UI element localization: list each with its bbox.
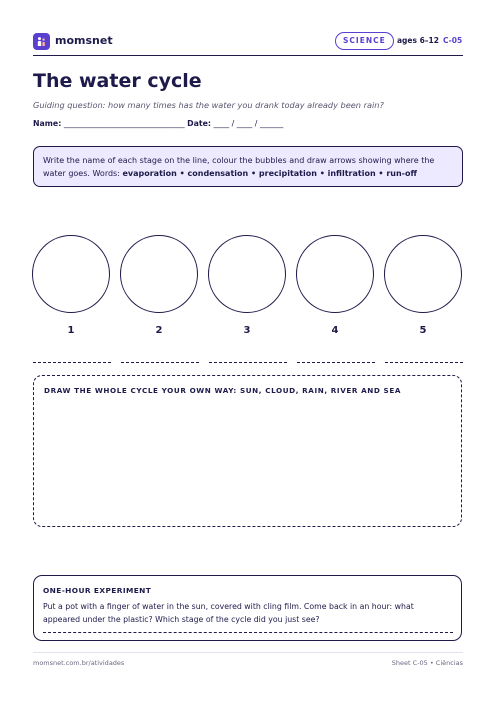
date-blank[interactable]: ____ / ____ / ______ xyxy=(213,119,284,128)
instructions-text: Write the name of each stage on the line, colour the bubbles and draw arrows showing where the water goes. Words: xyxy=(43,156,435,178)
name-label: Name: xyxy=(33,119,62,128)
name-date-line xyxy=(33,119,283,128)
stage-number-1: 1 xyxy=(67,325,75,336)
name-blank[interactable]: _______________________________ xyxy=(63,119,185,128)
guiding-question: Guiding question: how many times has the water you drank today already been rain? xyxy=(33,100,384,110)
stage-bubble-5[interactable] xyxy=(384,235,462,313)
footer-divider xyxy=(33,652,463,653)
subject-badge: SCIENCE xyxy=(335,32,394,50)
stage-answer-line-2[interactable] xyxy=(121,362,199,363)
word-bank: evaporation • condensation • precipitation • infiltration • run-off xyxy=(122,169,417,178)
drawing-area-label: DRAW THE WHOLE CYCLE YOUR OWN WAY: SUN, CLOUD, RAIN, RIVER AND SEA xyxy=(44,386,401,395)
experiment-title: ONE-HOUR EXPERIMENT xyxy=(43,586,152,595)
family-icon xyxy=(33,33,50,50)
stage-answer-line-5[interactable] xyxy=(385,362,463,363)
stage-number-2: 2 xyxy=(155,325,163,336)
footer-sheet-info: Sheet C-05 • Ciências xyxy=(391,659,463,667)
stage-number-4: 4 xyxy=(331,325,339,336)
stage-bubble-4[interactable] xyxy=(296,235,374,313)
footer-url: momsnet.com.br/atividades xyxy=(33,659,125,667)
stage-answer-line-3[interactable] xyxy=(209,362,287,363)
age-range: ages 6–12 xyxy=(397,36,439,45)
stage-answer-line-4[interactable] xyxy=(297,362,375,363)
drawing-area[interactable] xyxy=(33,375,462,527)
date-label: Date: xyxy=(187,119,212,128)
page-header xyxy=(33,32,463,52)
stage-bubble-2[interactable] xyxy=(120,235,198,313)
brand-name: momsnet xyxy=(55,34,113,47)
experiment-text: Put a pot with a finger of water in the sun, covered with cling film. Come back in an hour: what appeared under the plastic? Which stage of the cycle did you just see? xyxy=(43,602,414,624)
experiment-answer-line[interactable] xyxy=(43,632,453,633)
header-divider xyxy=(33,55,463,56)
stage-answer-line-1[interactable] xyxy=(33,362,111,363)
stage-number-5: 5 xyxy=(419,325,427,336)
stage-number-3: 3 xyxy=(243,325,251,336)
sheet-code: C-05 xyxy=(443,36,463,45)
stage-bubble-3[interactable] xyxy=(208,235,286,313)
experiment-box xyxy=(33,575,462,641)
page-title: The water cycle xyxy=(33,70,202,92)
stage-bubble-1[interactable] xyxy=(32,235,110,313)
instructions-box xyxy=(33,146,463,187)
